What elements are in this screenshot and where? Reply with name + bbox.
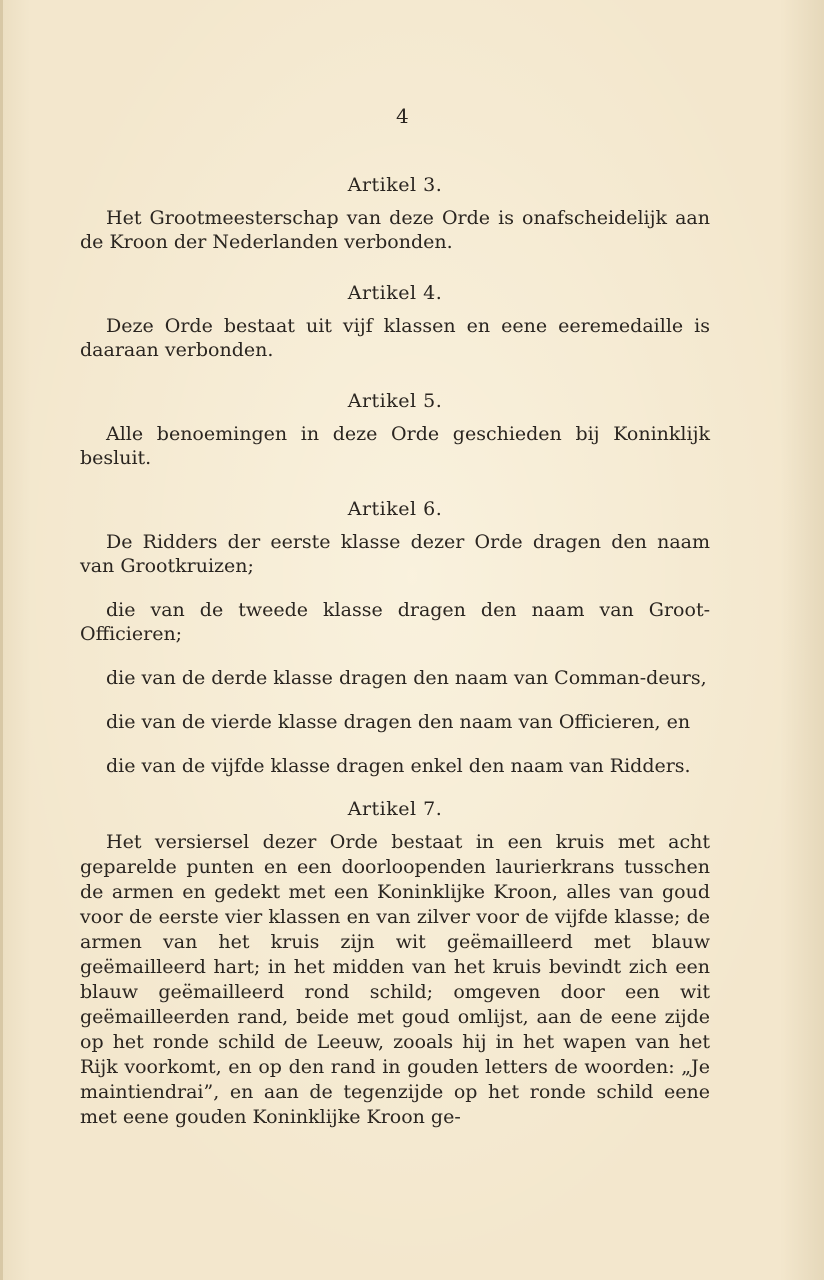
article-6-paragraph-4: die van de vierde klasse dragen den naam van Officieren, en [106, 711, 691, 733]
article-6-paragraph-3: die van de derde klasse dragen den naam van Comman-deurs, [106, 667, 707, 689]
article-7-paragraph: Het versiersel dezer Orde bestaat in een kruis met acht geparelde punten en een doorloopenden laurierkrans tusschen de armen en gedekt met een Koninklijke Kroon, alles van goud voor de eerste vier klassen en van zilver voor de vijfde klasse; de armen van het kruis zijn wit geëmailleerd met blauw geëmailleerd hart; in het midden van het kruis bevindt zich een blauw geëmailleerd rond schild; omgeven door een wit geëmailleerden rand, beide met goud omlijst, aan de eene zijde op het ronde schild de Leeuw, zooals hij in het wapen van het Rijk voorkomt, en op den rand in gouden letters de woorden: „Je maintiendrai”, en aan de tegenzijde op het ronde schild eene met eene gouden Koninklijke Kroon ge- [80, 831, 710, 1128]
article-3-heading: Artikel 3. [347, 174, 443, 196]
page-number: 4 [396, 104, 409, 128]
article-5-paragraph: Alle benoemingen in deze Orde geschieden bij Koninklijk besluit. [80, 423, 710, 469]
article-7-heading: Artikel 7. [347, 798, 443, 820]
article-6-paragraph-5: die van de vijfde klasse dragen enkel den naam van Ridders. [106, 755, 691, 777]
article-4-paragraph: Deze Orde bestaat uit vijf klassen en eene eeremedaille is daaraan verbonden. [80, 315, 710, 361]
article-6-heading: Artikel 6. [347, 498, 443, 520]
article-3-paragraph: Het Grootmeesterschap van deze Orde is onafscheidelijk aan de Kroon der Nederlanden verbonden. [80, 207, 710, 253]
article-6-paragraph-2: die van de tweede klasse dragen den naam van Groot-Officieren; [80, 599, 710, 645]
document-body [80, 174, 710, 1130]
article-6-paragraph-1: De Ridders der eerste klasse dezer Orde dragen den naam van Grootkruizen; [80, 531, 710, 577]
article-4-heading: Artikel 4. [347, 282, 443, 304]
article-5-heading: Artikel 5. [347, 390, 443, 412]
page-edge [0, 0, 3, 1280]
